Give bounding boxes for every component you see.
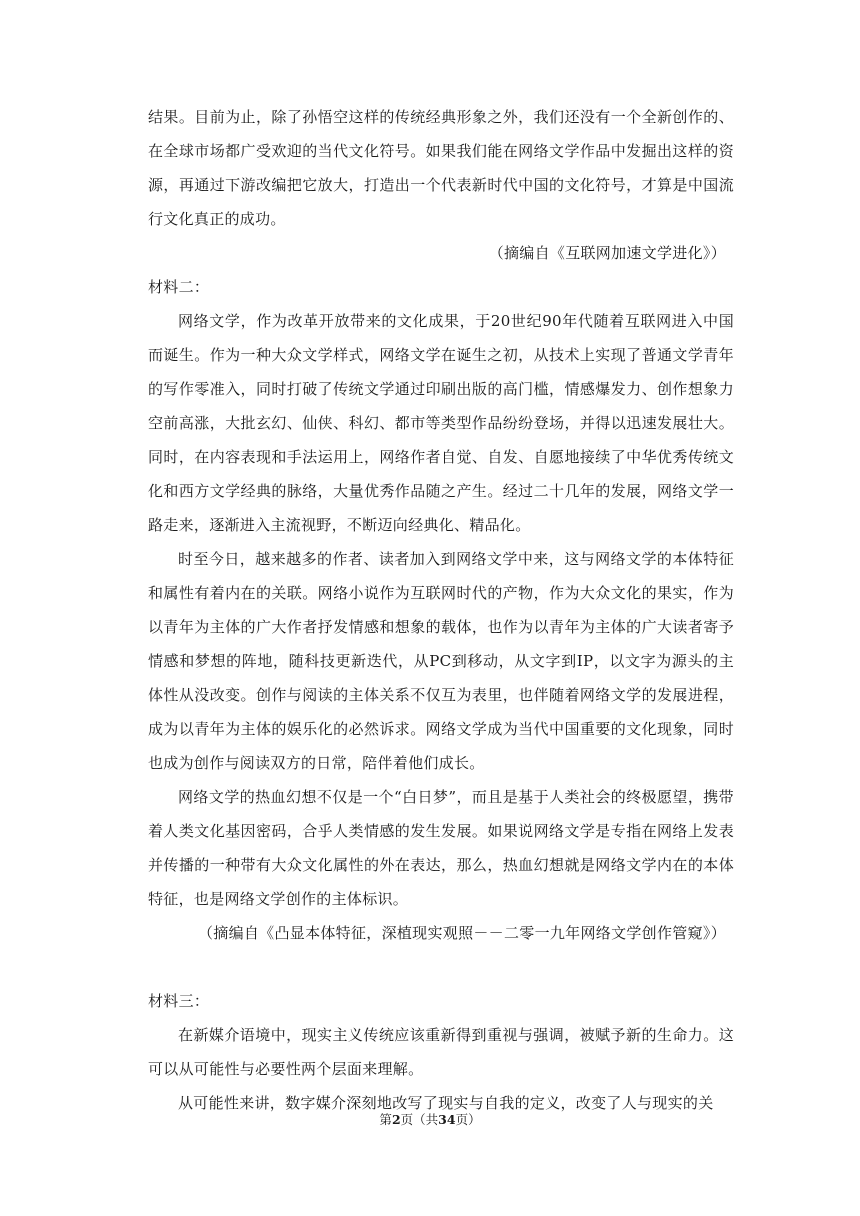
material-2-paragraph-1: 网络文学，作为改革开放带来的文化成果，于20世纪90年代随着互联网进入中国而诞生。作为一种大众文学样式，网络文学在诞生之初，从技术上实现了普通文学青年的写作零准入，同时打破了传统文学通过印刷出版的高门槛，情感爆发力、创作想象力空前高涨，大批玄幻、仙侠、科幻、都市等类型作品纷纷登场，并得以迅速发展壮大。同时，在内容表现和手法运用上，网络作者自觉、自发、自愿地接续了中华优秀传统文化和西方文学经典的脉络，大量优秀作品随之产生。经过二十几年的发展，网络文学一路走来，逐渐进入主流视野，不断迈向经典化、精品化。 xyxy=(148,312,734,534)
footer-total-pages: 34 xyxy=(438,1112,456,1127)
section-gap xyxy=(148,950,734,984)
material-3-paragraph-2: 从可能性来讲，数字媒介深刻地改写了现实与自我的定义，改变了人与现实的关 xyxy=(178,1094,714,1112)
material-3-paragraph-1: 在新媒介语境中，现实主义传统应该重新得到重视与强调，被赋予新的生命力。这可以从可能性与必要性两个层面来理解。 xyxy=(148,1026,734,1078)
footer-prefix: 第 xyxy=(379,1112,392,1127)
document-body xyxy=(148,100,734,1120)
footer-middle: 页（共 xyxy=(400,1112,439,1127)
heading-material-2: 材料二： xyxy=(148,278,210,296)
material-2-paragraph-2: 时至今日，越来越多的作者、读者加入到网络文学中来，这与网络文学的本体特征和属性有着内在的关联。网络小说作为互联网时代的产物，作为大众文化的果实，作为以青年为主体的广大作者抒发情感和想象的载体，也作为以青年为主体的广大读者寄予情感和梦想的阵地，随科技更新迭代，从PC到移动，从文字到IP，以文字为源头的主体性从没改变。创作与阅读的主体关系不仅互为表里，也伴随着网络文学的发展进程，成为以青年为主体的娱乐化的必然诉求。网络文学成为当代中国重要的文化现象，同时也成为创作与阅读双方的日常，陪伴着他们成长。 xyxy=(148,550,734,772)
material-2-paragraph-3: 网络文学的热血幻想不仅是一个“白日梦”，而且是基于人类社会的终极愿望，携带着人类文化基因密码，合乎人类情感的发生发展。如果说网络文学是专指在网络上发表并传播的一种带有大众文化属性的外在表达，那么，热血幻想就是网络文学内在的本体特征，也是网络文学创作的主体标识。 xyxy=(148,788,734,908)
footer-page-number: 2 xyxy=(391,1112,401,1127)
page-footer xyxy=(0,1112,860,1128)
footer-suffix: 页） xyxy=(455,1112,481,1127)
source-citation-2: （摘编自《凸显本体特征，深植现实观照－－二零一九年网络文学创作管窥》） xyxy=(197,924,726,942)
intro-paragraph: 结果。目前为止，除了孙悟空这样的传统经典形象之外，我们还没有一个全新创作的、在全球市场都广受欢迎的当代文化符号。如果我们能在网络文学作品中发掘出这样的资源，再通过下游改编把它放大，打造出一个代表新时代中国的文化符号，才算是中国流行文化真正的成功。 xyxy=(148,108,734,228)
source-citation-1: （摘编自《互联网加速文学进化》） xyxy=(488,244,726,262)
heading-material-3: 材料三： xyxy=(148,992,210,1010)
